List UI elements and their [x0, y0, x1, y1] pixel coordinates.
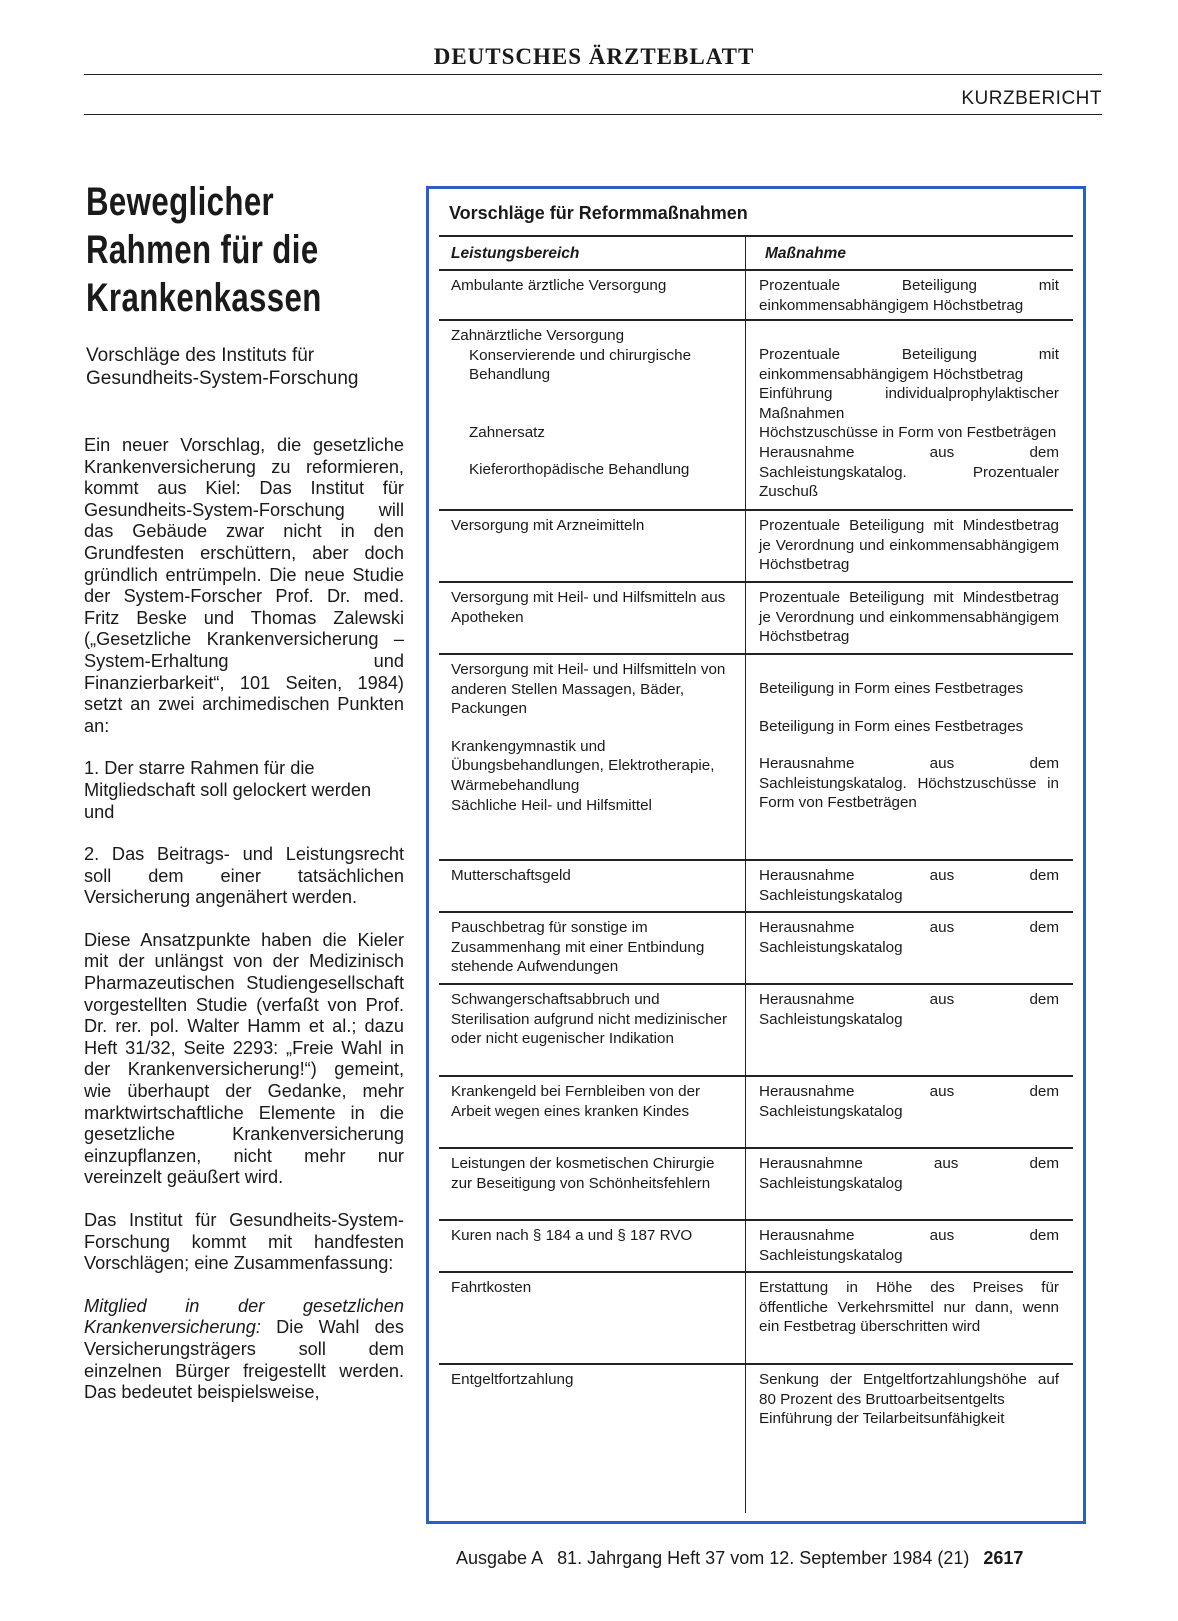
cell-text: Herausnahme aus dem Sachleistungskatalog. Höchstzuschüsse in Form von Festbeträgen [759, 755, 1059, 812]
table-row [439, 653, 1073, 859]
cell-leistungsbereich: Pauschbetrag für sonstige im Zusammenhang mit einer Entbindung stehende Aufwendungen [451, 919, 705, 976]
cell-text: Zahnersatz [469, 423, 545, 441]
cell-massnahme: Erstattung in Höhe des Preises für öffentliche Verkehrsmittel nur dann, wenn ein Festbetrag überschritten wird [759, 1279, 1059, 1336]
cell-leistungsbereich [439, 321, 745, 509]
table-row [439, 911, 1073, 983]
cell-text: Einführung der Teilarbeitsunfähigkeit [759, 1410, 1005, 1428]
cell-massnahme: Prozentuale Beteiligung mit Mindestbetrag je Verordnung und einkommensabhängigem Höchstbetrag [759, 517, 1059, 574]
cell-text: Krankengymnastik und Übungsbehandlungen, Elektrotherapie, Wärmebehandlung [451, 737, 715, 794]
top-rule [84, 74, 1102, 75]
cell-massnahme: Herausnahme aus dem Sachleistungskatalog [759, 919, 1059, 956]
table-body [439, 269, 1073, 1461]
paragraph: Das Institut für Gesundheits-System-Forschung kommt mit handfesten Vorschlägen; eine Zusammenfassung: [84, 1210, 404, 1274]
paragraph: Diese Ansatzpunkte haben die Kieler mit der unlängst von der Medizinisch Pharmazeutischen Studiengesellschaft vorgestellten Studie (verfaßt von Prof. Dr. rer. pol. Walter Hamm et al.; dazu Heft 31/32, Seite 2293: „Freie Wahl in der Krankenversicherung!“) gemeint, wie überhaupt der Gedanke, mehr marktwirtschaftliche Elemente in die gesetzliche Krankenversicherung einzupflanzen, nicht mehr nur vereinzelt geäußert wird. [84, 929, 404, 1188]
cell-text: Einführung individualprophylaktischer Maßnahmen [759, 385, 1059, 422]
paragraph: 2. Das Beitrags- und Leistungsrecht soll dem einer tatsächlichen Versicherung angenähert werden. [84, 844, 404, 908]
cell-leistungsbereich: Schwangerschaftsabbruch und Sterilisation aufgrund nicht medizinischer oder nicht eugenischer Indikation [451, 991, 728, 1048]
headline [86, 178, 336, 322]
cell-text: Beteiligung in Form eines Festbetrages [759, 717, 1024, 735]
section-label: KURZBERICHT [961, 88, 1102, 109]
cell-text: Versorgung mit Heil- und Hilfsmitteln von anderen Stellen Massagen, Bäder, Packungen [451, 661, 726, 718]
cell-massnahme: Herausnahme aus dem Sachleistungskatalog [759, 1083, 1059, 1120]
cell-massnahme [745, 1365, 1073, 1461]
section-rule [84, 114, 1102, 115]
headline-line: Rahmen für die [86, 228, 319, 272]
cell-leistungsbereich: Mutterschaftsgeld [451, 867, 571, 884]
cell-massnahme [745, 321, 1073, 509]
table-row [439, 509, 1073, 581]
paragraph-text: Die Wahl des Versicherungsträgers soll dem einzelnen Bürger freigestellt werden. Das bedeutet beispielsweise, [84, 1317, 404, 1403]
paragraph-italic-lead: Mitglied in der gesetzlichen Krankenversicherung: [84, 1295, 404, 1338]
cell-leistungsbereich: Entgeltfortzahlung [451, 1371, 574, 1388]
cell-text: Herausnahme aus dem Sachleistungskatalog. Prozentualer Zuschuß [759, 443, 1059, 501]
cell-massnahme [745, 655, 1073, 859]
cell-leistungsbereich: Versorgung mit Heil- und Hilfsmitteln aus Apotheken [451, 589, 726, 626]
cell-text: Zahnärztliche Versorgung [451, 327, 625, 344]
column-header-leistungsbereich: Leistungsbereich [451, 245, 580, 262]
table-row [439, 581, 1073, 653]
cell-massnahme: Herausnahmne aus dem Sachleistungskatalog [759, 1155, 1059, 1192]
cell-massnahme: Herausnahme aus dem Sachleistungskatalog [759, 991, 1059, 1028]
article-body [84, 435, 404, 1425]
table-row [439, 983, 1073, 1075]
cell-massnahme: Herausnahme aus dem Sachleistungskatalog [759, 1227, 1059, 1264]
cell-massnahme: Prozentuale Beteiligung mit einkommensabhängigem Höchstbetrag [759, 277, 1059, 314]
cell-leistungsbereich: Kuren nach § 184 a und § 187 RVO [451, 1227, 693, 1244]
cell-leistungsbereich: Fahrtkosten [451, 1279, 532, 1296]
reform-table [426, 186, 1086, 1524]
table-row [439, 1075, 1073, 1147]
cell-leistungsbereich: Leistungen der kosmetischen Chirurgie zur Beseitigung von Schönheitsfehlern [451, 1155, 715, 1192]
cell-leistungsbereich: Ambulante ärztliche Versorgung [451, 277, 667, 294]
page-footer [456, 1548, 1023, 1569]
cell-massnahme: Herausnahme aus dem Sachleistungskatalog [759, 867, 1059, 904]
page-number: 2617 [983, 1548, 1024, 1568]
table-header-rule [439, 235, 1073, 237]
table-row [439, 859, 1073, 911]
table-row [439, 319, 1073, 509]
paragraph: 1. Der starre Rahmen für die Mitgliedschaft soll gelockert werden und [84, 758, 372, 822]
cell-text: Beteiligung in Form eines Festbetrages [759, 680, 1024, 697]
headline-line: Beweglicher [86, 180, 275, 224]
cell-leistungsbereich [439, 655, 745, 859]
cell-text: Sächliche Heil- und Hilfsmittel [451, 796, 652, 814]
paragraph [84, 1296, 404, 1404]
cell-text: Kieferorthopädische Behandlung [469, 461, 690, 479]
table-row [439, 1363, 1073, 1461]
cell-leistungsbereich: Krankengeld bei Fernbleiben von der Arbeit wegen eines kranken Kindes [451, 1083, 701, 1120]
cell-leistungsbereich: Versorgung mit Arzneimitteln [451, 517, 645, 534]
masthead: DEUTSCHES ÄRZTEBLATT [433, 44, 755, 69]
headline-line: Krankenkassen [86, 276, 322, 320]
table-title: Vorschläge für Reformmaßnahmen [449, 203, 748, 223]
issue-info: Ausgabe A 81. Jahrgang Heft 37 vom 12. September 1984 (21) [456, 1548, 970, 1568]
paragraph: Ein neuer Vorschlag, die gesetzliche Krankenversicherung zu reformieren, kommt aus Kiel: Das Institut für Gesundheits-System-Forschung will das Gebäude zwar nicht in den Grundfesten erschüttern, aber doch gründlich entrümpeln. Die neue Studie der System-Forscher Prof. Dr. med. Fritz Beske und Thomas Zalewski („Gesetzliche Krankenversicherung – System-Erhaltung und Finanzierbarkeit“, 101 Seiten, 1984) setzt an zwei archimedischen Punkten an: [84, 435, 404, 736]
cell-text: Prozentuale Beteiligung mit einkommensabhängigem Höchstbetrag [759, 346, 1059, 383]
table-row [439, 1219, 1073, 1271]
table-row [439, 1271, 1073, 1363]
cell-text: Konservierende und chirurgische Behandlung [469, 346, 692, 384]
cell-massnahme: Prozentuale Beteiligung mit Mindestbetrag je Verordnung und einkommensabhängigem Höchstbetrag [759, 589, 1059, 646]
cell-text: Senkung der Entgeltfortzahlungshöhe auf 80 Prozent des Bruttoarbeitsentgelts [759, 1371, 1059, 1408]
cell-text: Höchstzuschüsse in Form von Festbeträgen [759, 424, 1057, 442]
subhead: Vorschläge des Instituts für Gesundheits-System-Forschung [86, 345, 359, 389]
table-row [439, 269, 1073, 319]
table-row [439, 1147, 1073, 1219]
column-header-massnahme: Maßnahme [765, 245, 846, 262]
